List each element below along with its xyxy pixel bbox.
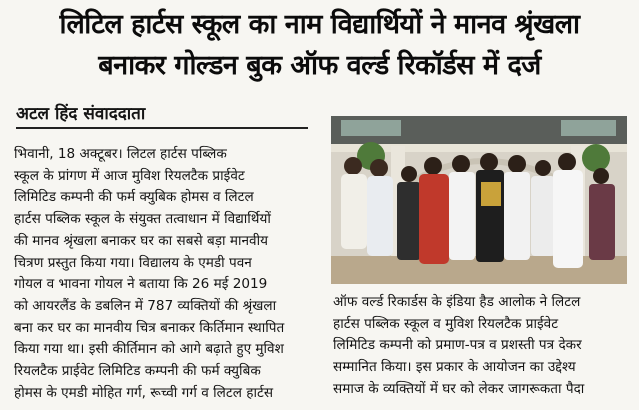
byline: अटल हिंद संवाददाता (16, 101, 308, 129)
body-line: को आयरलैंड के डबलिन में 787 व्यक्तियों की श्रृंखला (14, 297, 277, 314)
headline-line-2: बनाकर गोल्डन बुक ऑफ वर्ल्ड रिकॉर्डस में दर्ज (98, 50, 541, 81)
body-line: रियलटैक प्राईवेट लिमिटिड कम्पनी की फर्म क्युबिक (14, 363, 261, 380)
body-line: गोयल व भावना गोयल ने बताया कि 26 मई 2019 (14, 276, 268, 293)
body-line: लिमिटिड कम्पनी की फर्म क्युबिक होमस व लिटल (14, 189, 254, 206)
caption-line: समाज के व्यक्तियों में घर को लेकर जागरूकता पैदा (333, 380, 585, 397)
group-photo (331, 116, 627, 284)
headline (0, 4, 639, 86)
body-line: स्कूल के प्रांगण में आज मुविश रियलटैक प्राईवेट (14, 167, 245, 184)
body-line: किया गया था। इसी कीर्तिमान को आगे बढ़ाते हुए मुविश (14, 341, 284, 358)
body-line: हार्टस पब्लिक स्कूल के संयुक्त तत्वाधान में विद्यार्थियों (14, 211, 271, 228)
body-line: चित्रण प्रस्तुत किया गया। विद्यालय के एमडी पवन (14, 254, 252, 271)
body-line: की मानव श्रृंखला बनाकर घर का सबसे बड़ा मानवीय (14, 232, 268, 249)
caption-line: लिमिटिड कम्पनी को प्रमाण-पत्र व प्रशस्ती पत्र देकर (333, 337, 582, 354)
body-line: बना कर घर का मानवीय चित्र बनाकर किर्तिमान स्थापित (14, 319, 285, 336)
caption-line: हार्टस पब्लिक स्कूल व मुविश रियलटैक प्राईवेट (333, 315, 559, 332)
headline-line-1: लिटिल हार्टस स्कूल का नाम विद्यार्थियों ने मानव श्रृंखला (59, 9, 580, 40)
body-line: भिवानी, 18 अक्टूबर। लिटल हार्टस पब्लिक (14, 146, 227, 162)
caption-line: ऑफ वर्ल्ड रिकार्डस के इंडिया हैड आलोक ने लिटल (333, 294, 581, 310)
article-body (14, 144, 314, 410)
group-photo-illustration (331, 116, 627, 284)
photo-caption (333, 292, 631, 410)
body-line: होमस के एमडी मोहित गर्ग, रूच्वी गर्ग व लिटल हार्टस (14, 384, 274, 401)
caption-line: सम्मानित किया। इस प्रकार के आयोजन का उद्देश्य (333, 359, 576, 376)
